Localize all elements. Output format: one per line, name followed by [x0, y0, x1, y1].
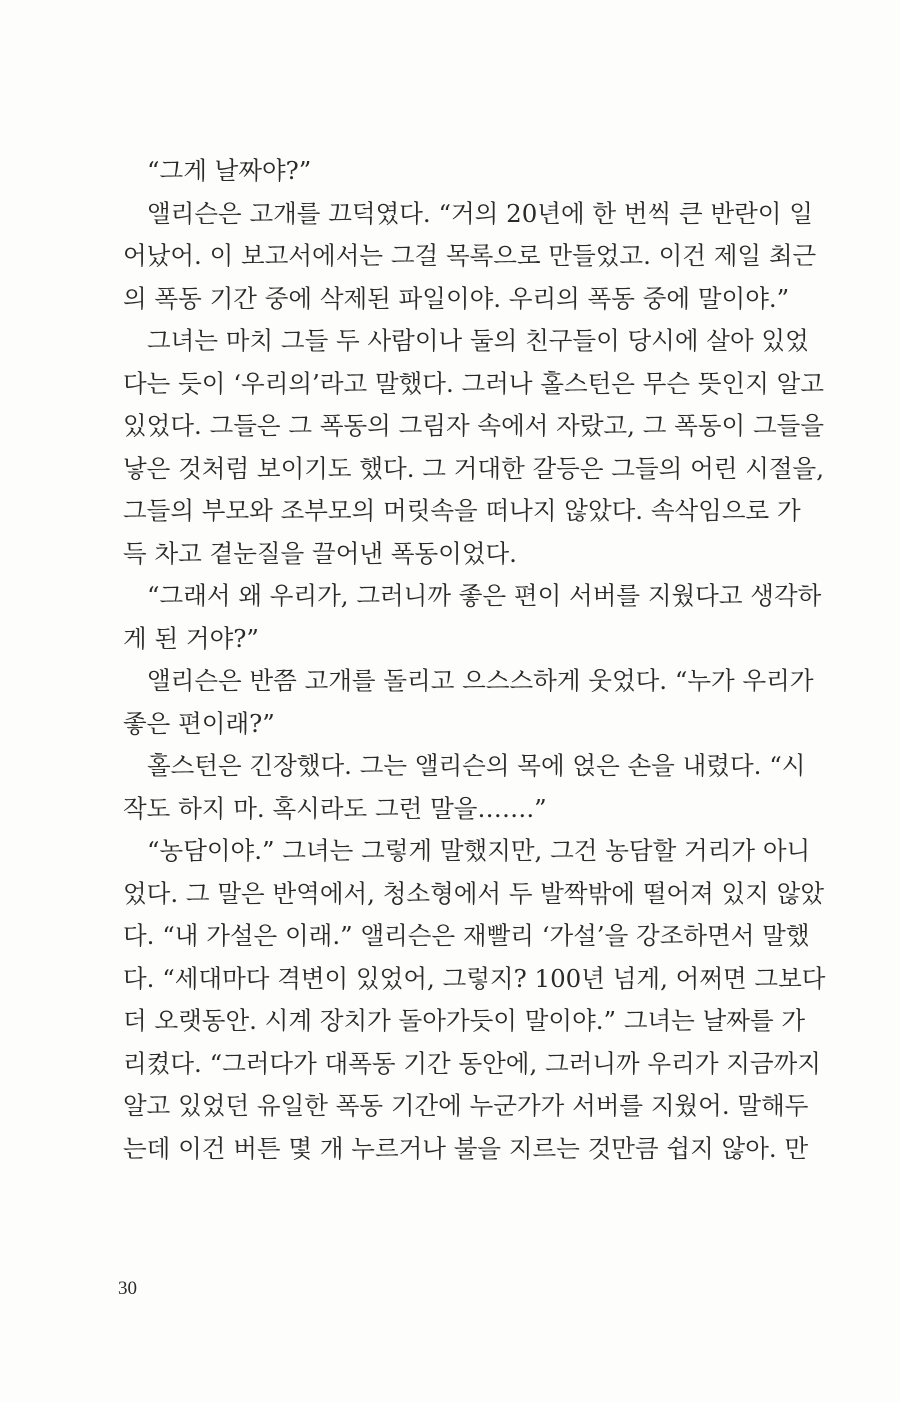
text-line: 낳은 것처럼 보이기도 했다. 그 거대한 갈등은 그들의 어린 시절을,	[123, 453, 825, 483]
text-line: 다는 듯이 ‘우리의’라고 말했다. 그러나 홀스턴은 무슨 뜻인지 알고	[123, 368, 825, 398]
text-line: 어났어. 이 보고서에서는 그걸 목록으로 만들었고. 이건 제일 최근	[123, 241, 817, 270]
text-line: 었다. 그 말은 반역에서, 청소형에서 두 발짝밖에 떨어져 있지 않았	[123, 878, 825, 908]
text-line: 있었다. 그들은 그 폭동의 그림자 속에서 자랐고, 그 폭동이 그들을	[123, 411, 825, 440]
page-number: 30	[118, 1278, 137, 1299]
text-line: 득 차고 곁눈질을 끌어낸 폭동이었다.	[123, 538, 517, 568]
text-line: 작도 하지 마. 혹시라도 그런 말을…….”	[123, 793, 547, 823]
text-line: 앨리슨은 반쯤 고개를 돌리고 으스스하게 웃었다. “누가 우리가	[147, 666, 814, 695]
text-line: 다. “내 가설은 이래.” 앨리슨은 재빨리 ‘가설’을 강조하면서 말했	[123, 921, 810, 950]
text-line: 알고 있었던 유일한 폭동 기간에 누군가가 서버를 지웠어. 말해두	[123, 1091, 809, 1120]
text-line: 그들의 부모와 조부모의 머릿속을 떠나지 않았다. 속삭임으로 가	[123, 496, 801, 525]
text-line: 그녀는 마치 그들 두 사람이나 둘의 친구들이 당시에 살아 있었	[147, 326, 809, 355]
text-line: “그게 날짜야?”	[147, 156, 312, 185]
text-line: 앨리슨은 고개를 끄덕였다. “거의 20년에 한 번씩 큰 반란이 일	[147, 198, 813, 228]
text-line: 는데 이건 버튼 몇 개 누르거나 불을 지르는 것만큼 쉽지 않아. 만	[123, 1133, 809, 1163]
text-line: 의 폭동 기간 중에 삭제된 파일이야. 우리의 폭동 중에 말이야.”	[123, 283, 790, 313]
text-line: 홀스턴은 긴장했다. 그는 앨리슨의 목에 얹은 손을 내렸다. “시	[147, 751, 806, 780]
text-line: “그래서 왜 우리가, 그러니까 좋은 편이 서버를 지웠다고 생각하	[147, 581, 822, 610]
text-line: “농담이야.” 그녀는 그렇게 말했지만, 그건 농담할 거리가 아니	[147, 836, 811, 865]
text-line: 좋은 편이래?”	[123, 708, 275, 738]
body-text	[123, 150, 826, 1170]
text-line: 다. “세대마다 격변이 있었어, 그렇지? 100년 넘게, 어쩌면 그보다	[123, 963, 826, 993]
text-line: 게 된 거야?”	[123, 623, 259, 653]
text-line: 더 오랫동안. 시계 장치가 돌아가듯이 말이야.” 그녀는 날짜를 가	[123, 1006, 806, 1035]
text-line: 리켰다. “그러다가 대폭동 기간 동안에, 그러니까 우리가 지금까지	[123, 1048, 821, 1078]
